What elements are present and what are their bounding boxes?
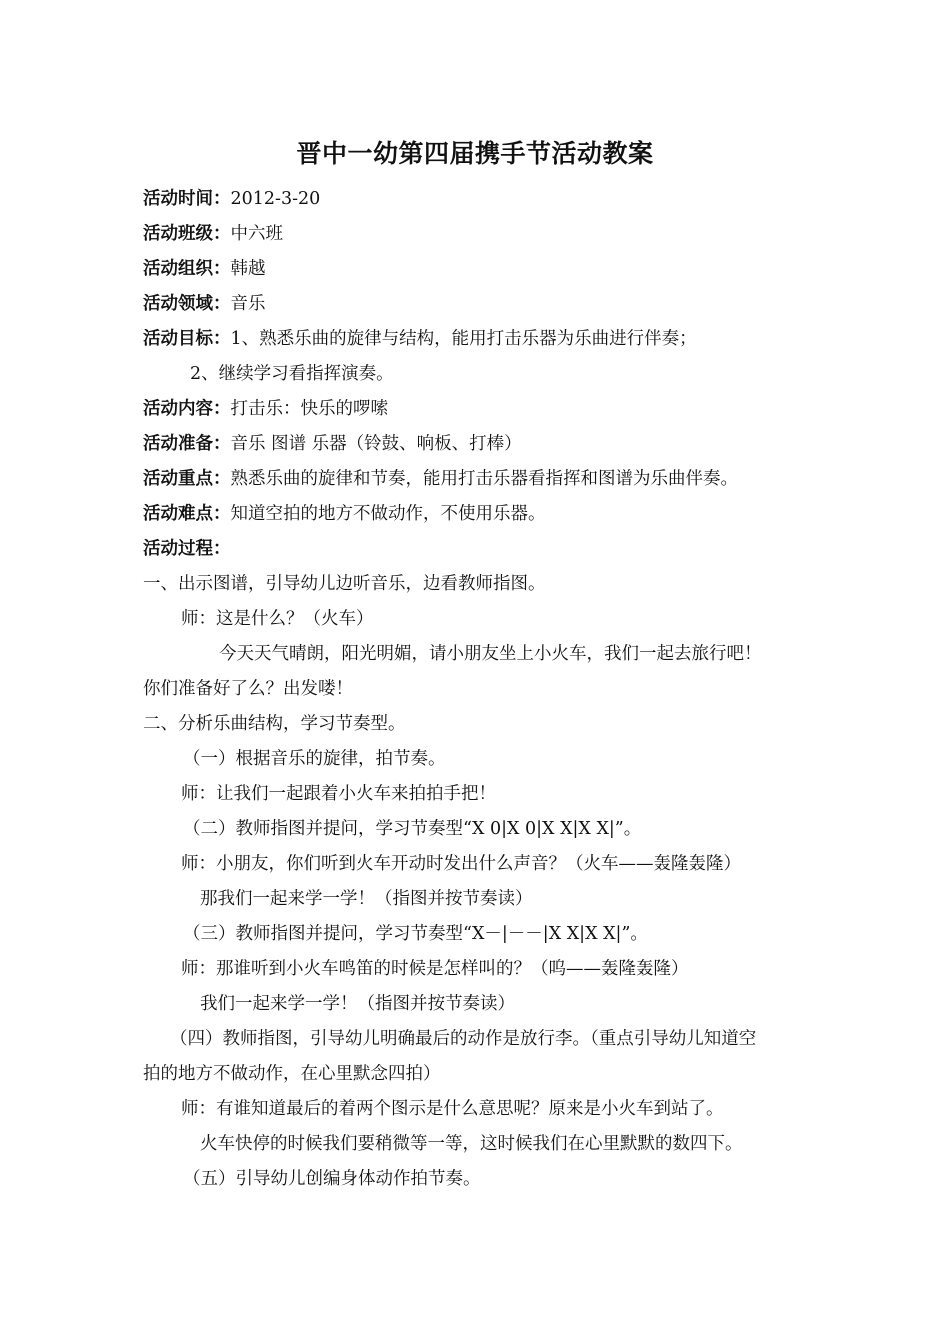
process-step: （三）教师指图并提问，学习节奏型“X－|－－|X X|X X|”。 (183, 924, 648, 944)
field-activity-preparation (143, 432, 522, 456)
field-activity-goal-continued (190, 362, 394, 386)
process-paragraph: 你们准备好了么？出发喽！ (143, 679, 353, 699)
process-step: （二）教师指图并提问，学习节奏型“X 0|X 0|X X|X X|”。 (183, 819, 642, 839)
field-value: 音乐 (230, 294, 266, 314)
field-activity-content (143, 397, 388, 421)
field-activity-goal (143, 327, 697, 351)
field-activity-difficulty (143, 502, 546, 526)
field-label: 活动难点： (143, 504, 231, 524)
field-label: 活动重点： (143, 469, 231, 489)
process-paragraph: 师：小朋友，你们听到火车开动时发出什么声音？（火车——轰隆轰隆） (181, 854, 741, 874)
field-label: 活动领域： (143, 294, 231, 314)
process-step: （一）根据音乐的旋律，拍节奏。 (183, 749, 446, 769)
process-step: （五）引导幼儿创编身体动作拍节奏。 (183, 1169, 481, 1189)
field-value: 1、熟悉乐曲的旋律与结构，能用打击乐器为乐曲进行伴奏； (230, 329, 697, 349)
field-label: 活动内容： (143, 399, 231, 419)
field-value: 2、继续学习看指挥演奏。 (190, 364, 394, 384)
process-paragraph: 那我们一起来学一学！（指图并按节奏读） (200, 889, 533, 909)
process-section-2: 二、分析乐曲结构，学习节奏型。 (143, 714, 406, 734)
field-value: 2012-3-20 (230, 189, 321, 209)
process-paragraph: 师：让我们一起跟着小火车来拍拍手把！ (181, 784, 496, 804)
process-paragraph: 师：那谁听到小火车鸣笛的时候是怎样叫的？（呜——轰隆轰隆） (181, 959, 689, 979)
field-value: 知道空拍的地方不做动作，不使用乐器。 (230, 504, 546, 524)
field-activity-key-point (143, 467, 738, 491)
process-paragraph: 师：有谁知道最后的着两个图示是什么意思呢？原来是小火车到站了。 (181, 1099, 724, 1119)
field-value: 韩越 (230, 259, 266, 279)
field-label: 活动过程： (143, 539, 231, 559)
process-section-1: 一、出示图谱，引导幼儿边听音乐，边看教师指图。 (143, 574, 546, 594)
field-activity-organizer (143, 257, 266, 281)
field-activity-process (143, 537, 231, 561)
field-value: 音乐 图谱 乐器（铃鼓、响板、打棒） (230, 434, 522, 454)
field-label: 活动准备： (143, 434, 231, 454)
field-activity-domain (143, 292, 266, 316)
field-value: 熟悉乐曲的旋律和节奏，能用打击乐器看指挥和图谱为乐曲伴奏。 (230, 469, 738, 489)
field-label: 活动班级： (143, 224, 231, 244)
process-paragraph: 我们一起来学一学！（指图并按节奏读） (200, 994, 515, 1014)
process-paragraph: 火车快停的时候我们要稍微等一等，这时候我们在心里默默的数四下。 (200, 1134, 743, 1154)
field-activity-time (143, 187, 320, 211)
process-paragraph: 今天天气晴朗，阳光明媚，请小朋友坐上小火车，我们一起去旅行吧！ (219, 644, 762, 664)
field-label: 活动目标： (143, 329, 231, 349)
field-value: 打击乐：快乐的啰嗦 (230, 399, 388, 419)
process-paragraph: 拍的地方不做动作，在心里默念四拍） (143, 1064, 441, 1084)
field-value: 中六班 (230, 224, 283, 244)
process-paragraph: 师：这是什么？（火车） (181, 609, 374, 629)
process-step: （四）教师指图，引导幼儿明确最后的动作是放行李。（重点引导幼儿知道空 (170, 1029, 757, 1049)
field-label: 活动时间： (143, 189, 231, 209)
field-label: 活动组织： (143, 259, 231, 279)
document-title: 晋中一幼第四届携手节活动教案 (296, 139, 654, 168)
field-activity-class (143, 222, 283, 246)
